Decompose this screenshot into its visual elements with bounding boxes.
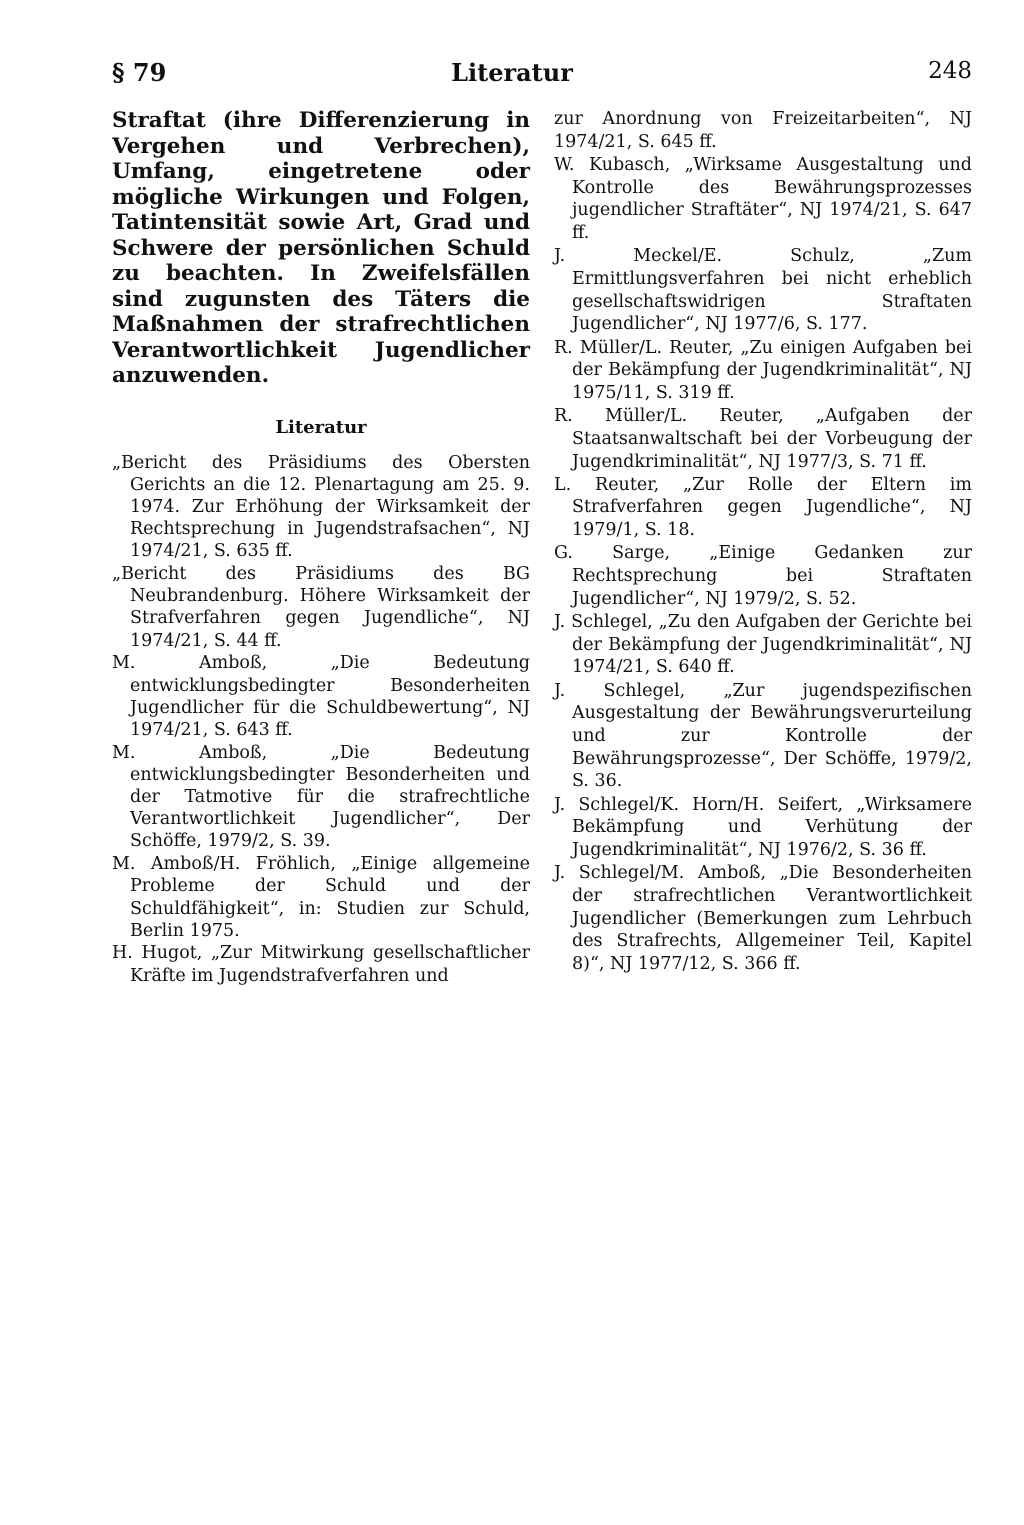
literature-entry: J. Schlegel, „Zu den Aufgaben der Gerichte bei der Bekämpfung der Jugendkriminalität“, NJ 1974/21, S. 640 ff. bbox=[554, 611, 972, 678]
literature-list-right bbox=[554, 108, 972, 976]
literature-entry: L. Reuter, „Zur Rolle der Eltern im Strafverfahren gegen Jugendliche“, NJ 1979/1, S. 18. bbox=[554, 474, 972, 541]
literature-entry: H. Hugot, „Zur Mitwirkung gesellschaftlicher Kräfte im Jugendstrafverfahren und bbox=[112, 943, 530, 986]
left-column bbox=[112, 108, 530, 987]
literature-entry: W. Kubasch, „Wirksame Ausgestaltung und Kontrolle des Bewährungsprozesses jugendlicher Straftäter“, NJ 1974/21, S. 647 ff. bbox=[554, 154, 972, 244]
literature-entry: G. Sarge, „Einige Gedanken zur Rechtsprechung bei Straftaten Jugendlicher“, NJ 1979/2, S. 52. bbox=[554, 543, 972, 609]
literature-entry: J. Schlegel/K. Horn/H. Seifert, „Wirksamere Bekämpfung und Verhütung der Jugendkriminalität“, NJ 1976/2, S. 36 ff. bbox=[554, 794, 972, 860]
literature-entry: „Bericht des Präsidiums des BG Neubrandenburg. Höhere Wirksamkeit der Strafverfahren gegen Jugendliche“, NJ 1974/21, S. 44 ff. bbox=[112, 564, 530, 651]
literature-list-left bbox=[112, 452, 530, 987]
literature-entry: R. Müller/L. Reuter, „Aufgaben der Staatsanwaltschaft bei der Vorbeugung der Jugendkriminalität“, NJ 1977/3, S. 71 ff. bbox=[554, 406, 972, 472]
page-number: 248 bbox=[928, 58, 972, 84]
literature-entry: M. Amboß/H. Fröhlich, „Einige allgemeine Probleme der Schuld und der Schuldfähigkeit“, in: Studien zur Schuld, Berlin 1975. bbox=[112, 854, 530, 941]
right-column bbox=[554, 108, 972, 976]
literature-entry: „Bericht des Präsidiums des Obersten Gerichts an die 12. Plenartagung am 25. 9. 1974. Zur Erhöhung der Wirksamkeit der Rechtsprechung in Jugendstrafsachen“, NJ 1974/21, S. 635 ff. bbox=[112, 452, 530, 562]
literature-entry: M. Amboß, „Die Bedeutung entwicklungsbedingter Besonderheiten und der Tatmotive für die strafrechtliche Verantwortlichkeit Jugendlicher“, Der Schöffe, 1979/2, S. 39. bbox=[112, 742, 530, 852]
literature-entry-continued: zur Anordnung von Freizeitarbeiten“, NJ 1974/21, S. 645 ff. bbox=[554, 109, 972, 152]
literature-entry: R. Müller/L. Reuter, „Zu einigen Aufgaben bei der Bekämpfung der Jugendkriminalität“, NJ 1975/11, S. 319 ff. bbox=[554, 337, 972, 403]
body-paragraph: Straftat (ihre Differenzierung in Vergehen und Verbrechen), Umfang, eingetretene oder mögliche Wirkungen und Folgen, Tatintensität sowie Art, Grad und Schwere der persönlichen Schuld zu beachten. In Zweifelsfällen sind zugunsten des Täters die Maßnahmen der strafrechtlichen Verantwortlichkeit Jugendlicher anzuwenden. bbox=[112, 108, 530, 388]
literature-entry: J. Schlegel/M. Amboß, „Die Besonderheiten der strafrechtlichen Verantwortlichkeit Jugendlicher (Bemerkungen zum Lehrbuch des Strafrechts, Allgemeiner Teil, Kapitel 8)“, NJ 1977/12, S. 366 ff. bbox=[554, 863, 972, 975]
literature-entry: J. Meckel/E. Schulz, „Zum Ermittlungsverfahren bei nicht erheblich gesellschaftswidrigen Straftaten Jugendlicher“, NJ 1977/6, S. 177. bbox=[554, 246, 972, 335]
running-title: Literatur bbox=[451, 58, 573, 87]
section-number: § 79 bbox=[112, 58, 167, 87]
page-header bbox=[0, 58, 1024, 94]
literature-heading: Literatur bbox=[275, 416, 367, 438]
literature-entry: M. Amboß, „Die Bedeutung entwicklungsbedingter Besonderheiten Jugendlicher für die Schuldbewertung“, NJ 1974/21, S. 643 ff. bbox=[112, 653, 530, 740]
literature-entry: J. Schlegel, „Zur jugendspezifischen Ausgestaltung der Bewährungsverurteilung und zur Kontrolle der Bewährungsprozesse“, Der Schöffe, 1979/2, S. 36. bbox=[554, 680, 972, 792]
